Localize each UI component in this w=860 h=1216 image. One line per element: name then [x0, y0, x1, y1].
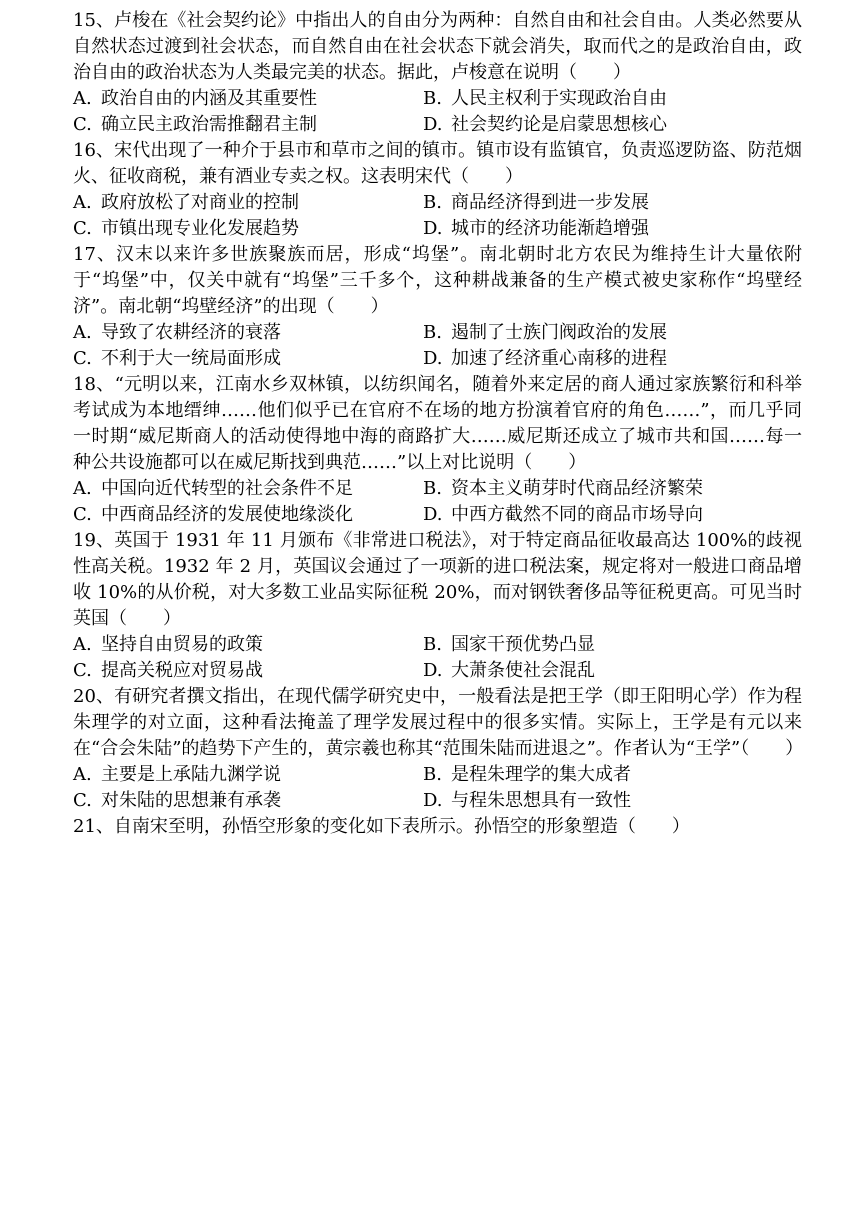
option-letter: B. [423, 88, 442, 109]
option-text: 坚持自由贸易的政策 [101, 634, 263, 655]
option-text: 对朱陆的思想兼有承袭 [101, 790, 281, 811]
option-c[interactable] [73, 112, 423, 138]
option-text: 国家干预优势凸显 [451, 634, 595, 655]
option-b[interactable] [423, 190, 802, 216]
options-grid [73, 632, 802, 684]
option-text: 中西商品经济的发展使地缘淡化 [101, 504, 353, 525]
option-letter: A. [73, 478, 92, 499]
option-text: 城市的经济功能渐趋增强 [451, 218, 649, 239]
question-17 [73, 242, 802, 372]
question-stem: 19、英国于 1931 年 11 月颁布《非常进口税法》，对于特定商品征收最高达 100%的歧视性高关税。1932 年 2 月，英国议会通过了一项新的进口税法案，规定将对一般进口商品增收 10%的从价税，对大多数工业品实际征税 20%，而对钢铁奢侈品等征税更高。可见当时英国（ ） [73, 530, 802, 629]
question-15 [73, 8, 802, 138]
question-21 [73, 814, 802, 840]
option-c[interactable] [73, 216, 423, 242]
option-c[interactable] [73, 658, 423, 684]
option-d[interactable] [423, 112, 802, 138]
option-d[interactable] [423, 658, 802, 684]
option-letter: D. [423, 348, 443, 369]
option-letter: D. [423, 504, 443, 525]
option-text: 市镇出现专业化发展趋势 [101, 218, 299, 239]
options-grid [73, 190, 802, 242]
option-letter: A. [73, 88, 92, 109]
options-grid [73, 86, 802, 138]
option-letter: C. [73, 218, 92, 239]
option-d[interactable] [423, 216, 802, 242]
option-b[interactable] [423, 320, 802, 346]
option-b[interactable] [423, 632, 802, 658]
option-letter: B. [423, 322, 442, 343]
option-c[interactable] [73, 346, 423, 372]
question-stem: 21、自南宋至明，孙悟空形象的变化如下表所示。孙悟空的形象塑造（ ） [73, 816, 690, 837]
option-letter: B. [423, 192, 442, 213]
option-text: 不利于大一统局面形成 [101, 348, 281, 369]
option-letter: C. [73, 660, 92, 681]
option-b[interactable] [423, 762, 802, 788]
option-letter: B. [423, 764, 442, 785]
question-19 [73, 528, 802, 684]
options-grid [73, 320, 802, 372]
option-text: 社会契约论是启蒙思想核心 [451, 114, 667, 135]
option-a[interactable] [73, 476, 423, 502]
question-stem: 20、有研究者撰文指出，在现代儒学研究史中，一般看法是把王学（即王阳明心学）作为程朱理学的对立面，这种看法掩盖了理学发展过程中的很多实情。实际上，王学是有元以来在“合会朱陆”的趋势下产生的，黄宗羲也称其“范围朱陆而进退之”。作者认为“王学”（ ） [73, 686, 804, 759]
option-text: 提高关税应对贸易战 [101, 660, 263, 681]
question-18 [73, 372, 802, 528]
option-a[interactable] [73, 762, 423, 788]
option-letter: B. [423, 478, 442, 499]
question-stem: 16、宋代出现了一种介于县市和草市之间的镇市。镇市设有监镇官，负责巡逻防盗、防范烟火、征收商税，兼有酒业专卖之权。这表明宋代（ ） [73, 140, 802, 187]
option-b[interactable] [423, 476, 802, 502]
option-letter: B. [423, 634, 442, 655]
option-b[interactable] [423, 86, 802, 112]
option-letter: A. [73, 192, 92, 213]
option-text: 中西方截然不同的商品市场导向 [451, 504, 703, 525]
option-text: 确立民主政治需推翻君主制 [101, 114, 317, 135]
option-letter: C. [73, 114, 92, 135]
option-text: 主要是上承陆九渊学说 [101, 764, 281, 785]
option-letter: C. [73, 348, 92, 369]
option-text: 大萧条使社会混乱 [451, 660, 595, 681]
option-c[interactable] [73, 502, 423, 528]
question-20 [73, 684, 802, 814]
option-text: 加速了经济重心南移的进程 [451, 348, 667, 369]
option-text: 是程朱理学的集大成者 [451, 764, 631, 785]
option-letter: C. [73, 504, 92, 525]
option-letter: C. [73, 790, 92, 811]
option-text: 中国向近代转型的社会条件不足 [101, 478, 353, 499]
option-letter: D. [423, 114, 443, 135]
option-a[interactable] [73, 190, 423, 216]
option-text: 与程朱思想具有一致性 [451, 790, 631, 811]
question-stem: 15、卢梭在《社会契约论》中指出人的自由分为两种：自然自由和社会自由。人类必然要从自然状态过渡到社会状态，而自然自由在社会状态下就会消失，取而代之的是政治自由，政治自由的政治状态为人类最完美的状态。据此，卢梭意在说明（ ） [73, 10, 802, 83]
options-grid [73, 476, 802, 528]
option-text: 政治自由的内涵及其重要性 [101, 88, 317, 109]
option-letter: A. [73, 322, 92, 343]
option-text: 政府放松了对商业的控制 [101, 192, 299, 213]
question-stem: 17、汉末以来许多世族聚族而居，形成“坞堡”。南北朝时北方农民为维持生计大量依附于“坞堡”中，仅关中就有“坞堡”三千多个，这种耕战兼备的生产模式被史家称作“坞壁经济”。南北朝“坞壁经济”的出现（ ） [73, 244, 802, 317]
option-text: 导致了农耕经济的衰落 [101, 322, 281, 343]
option-letter: D. [423, 660, 443, 681]
option-d[interactable] [423, 788, 802, 814]
option-letter: D. [423, 790, 443, 811]
option-a[interactable] [73, 632, 423, 658]
options-grid [73, 762, 802, 814]
option-a[interactable] [73, 86, 423, 112]
option-letter: A. [73, 764, 92, 785]
option-letter: D. [423, 218, 443, 239]
option-letter: A. [73, 634, 92, 655]
option-a[interactable] [73, 320, 423, 346]
question-16 [73, 138, 802, 242]
question-stem: 18、“元明以来，江南水乡双林镇，以纺织闻名，随着外来定居的商人通过家族繁衍和科举考试成为本地缙绅……他们似乎已在官府不在场的地方扮演着官府的角色……”，而几乎同一时期“威尼斯商人的活动使得地中海的商路扩大……威尼斯还成立了城市共和国……每一种公共设施都可以在威尼斯找到典范……”以上对比说明（ ） [73, 374, 802, 473]
option-c[interactable] [73, 788, 423, 814]
option-text: 遏制了士族门阀政治的发展 [451, 322, 667, 343]
option-d[interactable] [423, 346, 802, 372]
option-d[interactable] [423, 502, 802, 528]
option-text: 人民主权利于实现政治自由 [451, 88, 667, 109]
option-text: 商品经济得到进一步发展 [451, 192, 649, 213]
option-text: 资本主义萌芽时代商品经济繁荣 [451, 478, 703, 499]
